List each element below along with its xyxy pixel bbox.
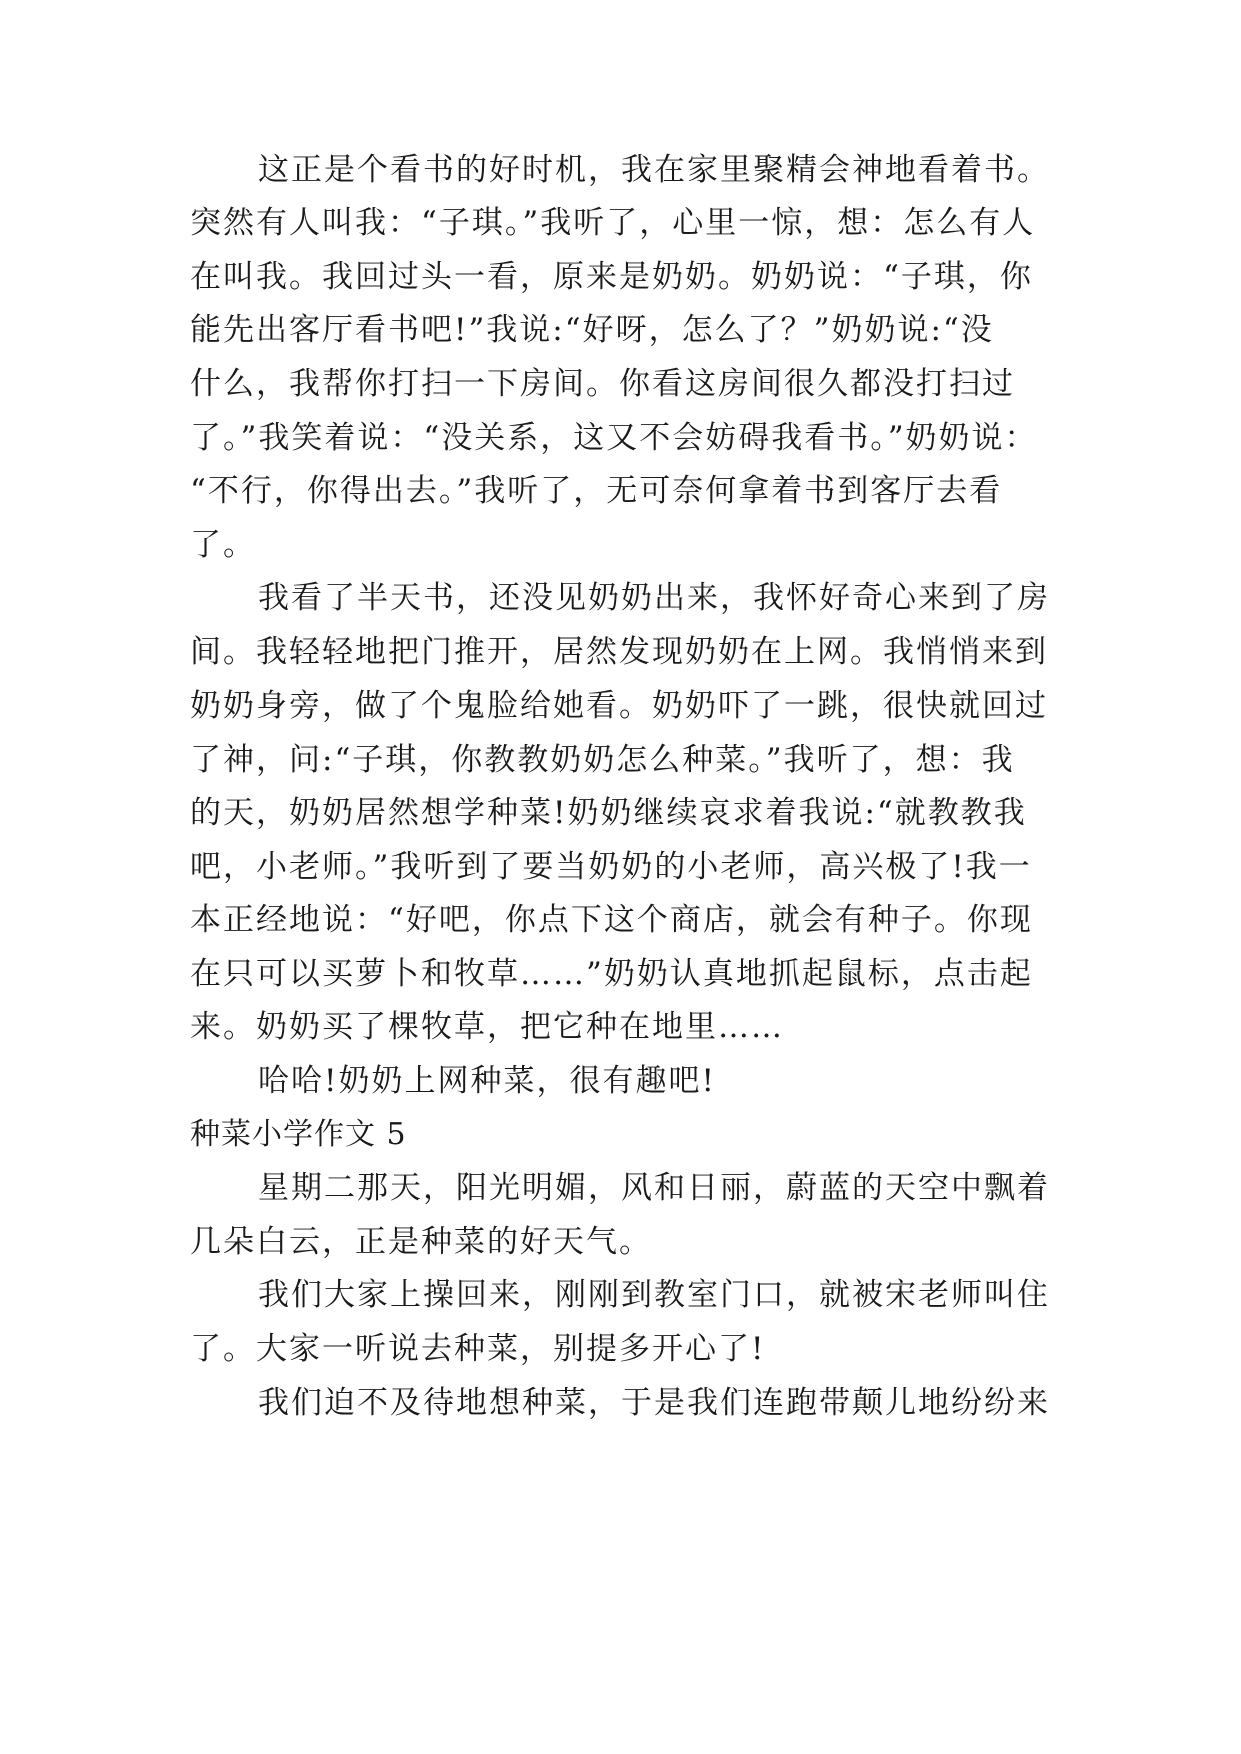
text-line: 哈哈!奶奶上网种菜，很有趣吧!	[258, 1063, 716, 1099]
text-line: 几朵白云，正是种菜的好天气。	[190, 1224, 652, 1260]
section-title: 种菜小学作文 5	[190, 1117, 407, 1152]
text-line: 在叫我。我回过头一看，原来是奶奶。奶奶说：“子琪，你	[190, 259, 1033, 295]
text-line: 我看了半天书，还没见奶奶出来，我怀好奇心来到了房	[258, 580, 1050, 616]
text-line: 间。我轻轻地把门推开，居然发现奶奶在上网。我悄悄来到	[190, 634, 1048, 670]
text-line: 什么，我帮你打扫一下房间。你看这房间很久都没打扫过	[190, 366, 1015, 402]
text-line: 星期二那天，阳光明媚，风和日丽，蔚蓝的天空中飘着	[258, 1170, 1050, 1206]
text-line: 奶奶身旁，做了个鬼脸给她看。奶奶吓了一跳，很快就回过	[190, 688, 1048, 724]
text-line: 在只可以买萝卜和牧草……”奶奶认真地抓起鼠标，点击起	[190, 956, 1033, 992]
text-line: 本正经地说：“好吧，你点下这个商店，就会有种子。你现	[190, 902, 1033, 938]
text-line: “不行，你得出去。”我听了，无可奈何拿着书到客厅去看	[190, 473, 1003, 509]
text-line: 了。”我笑着说：“没关系，这又不会妨碍我看书。”奶奶说：	[190, 420, 1038, 456]
text-line: 我们大家上操回来，刚刚到教室门口，就被宋老师叫住	[258, 1277, 1050, 1313]
text-line: 能先出客厅看书吧!”我说:“好呀，怎么了？”奶奶说:“没	[190, 312, 994, 348]
text-line: 突然有人叫我：“子琪。”我听了，心里一惊，想：怎么有人	[190, 205, 1036, 241]
text-line: 了。	[190, 527, 256, 563]
text-line: 来。奶奶买了棵牧草，把它种在地里……	[190, 1009, 784, 1045]
text-line: 我们迫不及待地想种菜，于是我们连跑带颠儿地纷纷来	[258, 1385, 1050, 1421]
text-line: 的天，奶奶居然想学种菜!奶奶继续哀求着我说:“就教教我	[190, 795, 1027, 831]
text-line: 这正是个看书的好时机，我在家里聚精会神地看着书。	[258, 152, 1050, 188]
text-line: 了神，问:“子琪，你教教奶奶怎么种菜。”我听了，想：我	[190, 742, 1015, 778]
text-line: 了。大家一听说去种菜，别提多开心了!	[190, 1331, 766, 1367]
text-line: 吧，小老师。”我听到了要当奶奶的小老师，高兴极了!我一	[190, 849, 1032, 885]
